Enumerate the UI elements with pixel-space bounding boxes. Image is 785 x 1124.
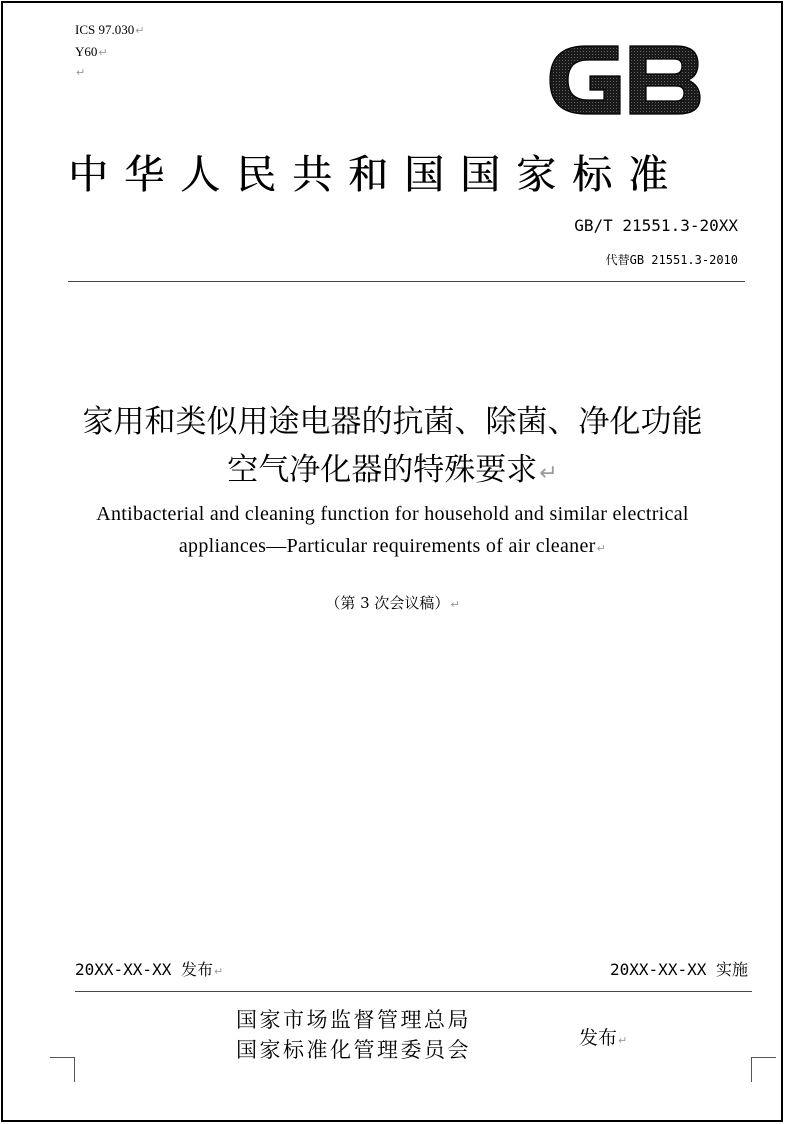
national-standard-title: 中华人民共和国国家标准: [68, 152, 684, 198]
gb-logo-icon: [546, 38, 704, 122]
replaces-standard: 代替GB 21551.3-2010: [605, 253, 738, 267]
paragraph-mark-icon: ↵: [618, 1034, 628, 1047]
draft-note: （第 3 次会议稿）↵: [325, 594, 460, 612]
paragraph-mark-icon: ↵: [98, 46, 108, 59]
english-title-line-2: appliances—Particular requirements of air cleaner↵: [178, 535, 607, 557]
empty-paragraph: [75, 64, 85, 81]
paragraph-mark-icon: ↵: [450, 598, 460, 611]
chinese-title-line-1: 家用和类似用途电器的抗菌、除菌、净化功能: [82, 404, 703, 440]
publish-label: 发布↵: [579, 1027, 628, 1049]
english-title: [0, 498, 785, 565]
paragraph-mark-icon: ↵: [76, 66, 86, 79]
english-title-line-1: Antibacterial and cleaning function for household and similar electrical: [96, 503, 689, 525]
classification-code: Y60↵: [75, 44, 108, 59]
corner-crop-mark-icon: [751, 1057, 776, 1082]
paragraph-mark-icon: ↵: [135, 24, 145, 37]
issuing-agency-1: 国家市场监督管理总局: [236, 1008, 471, 1032]
issuing-agency-2: 国家标准化管理委员会: [236, 1038, 471, 1062]
issue-date: 20XX-XX-XX 发布↵: [75, 960, 224, 979]
header-rule: [68, 281, 745, 282]
paragraph-mark-icon: ↵: [213, 965, 224, 978]
standard-number: GB/T 21551.3-20XX: [574, 216, 738, 235]
ics-code: ICS 97.030↵: [75, 22, 145, 37]
paragraph-mark-icon: ↵: [596, 542, 607, 555]
paragraph-mark-icon: ↵: [539, 461, 558, 486]
chinese-title-line-2: 空气净化器的特殊要求↵: [227, 452, 558, 488]
corner-crop-mark-icon: [50, 1057, 75, 1082]
chinese-title: [0, 398, 785, 498]
footer-rule: [75, 991, 752, 992]
implementation-date: 20XX-XX-XX 实施: [610, 960, 748, 979]
